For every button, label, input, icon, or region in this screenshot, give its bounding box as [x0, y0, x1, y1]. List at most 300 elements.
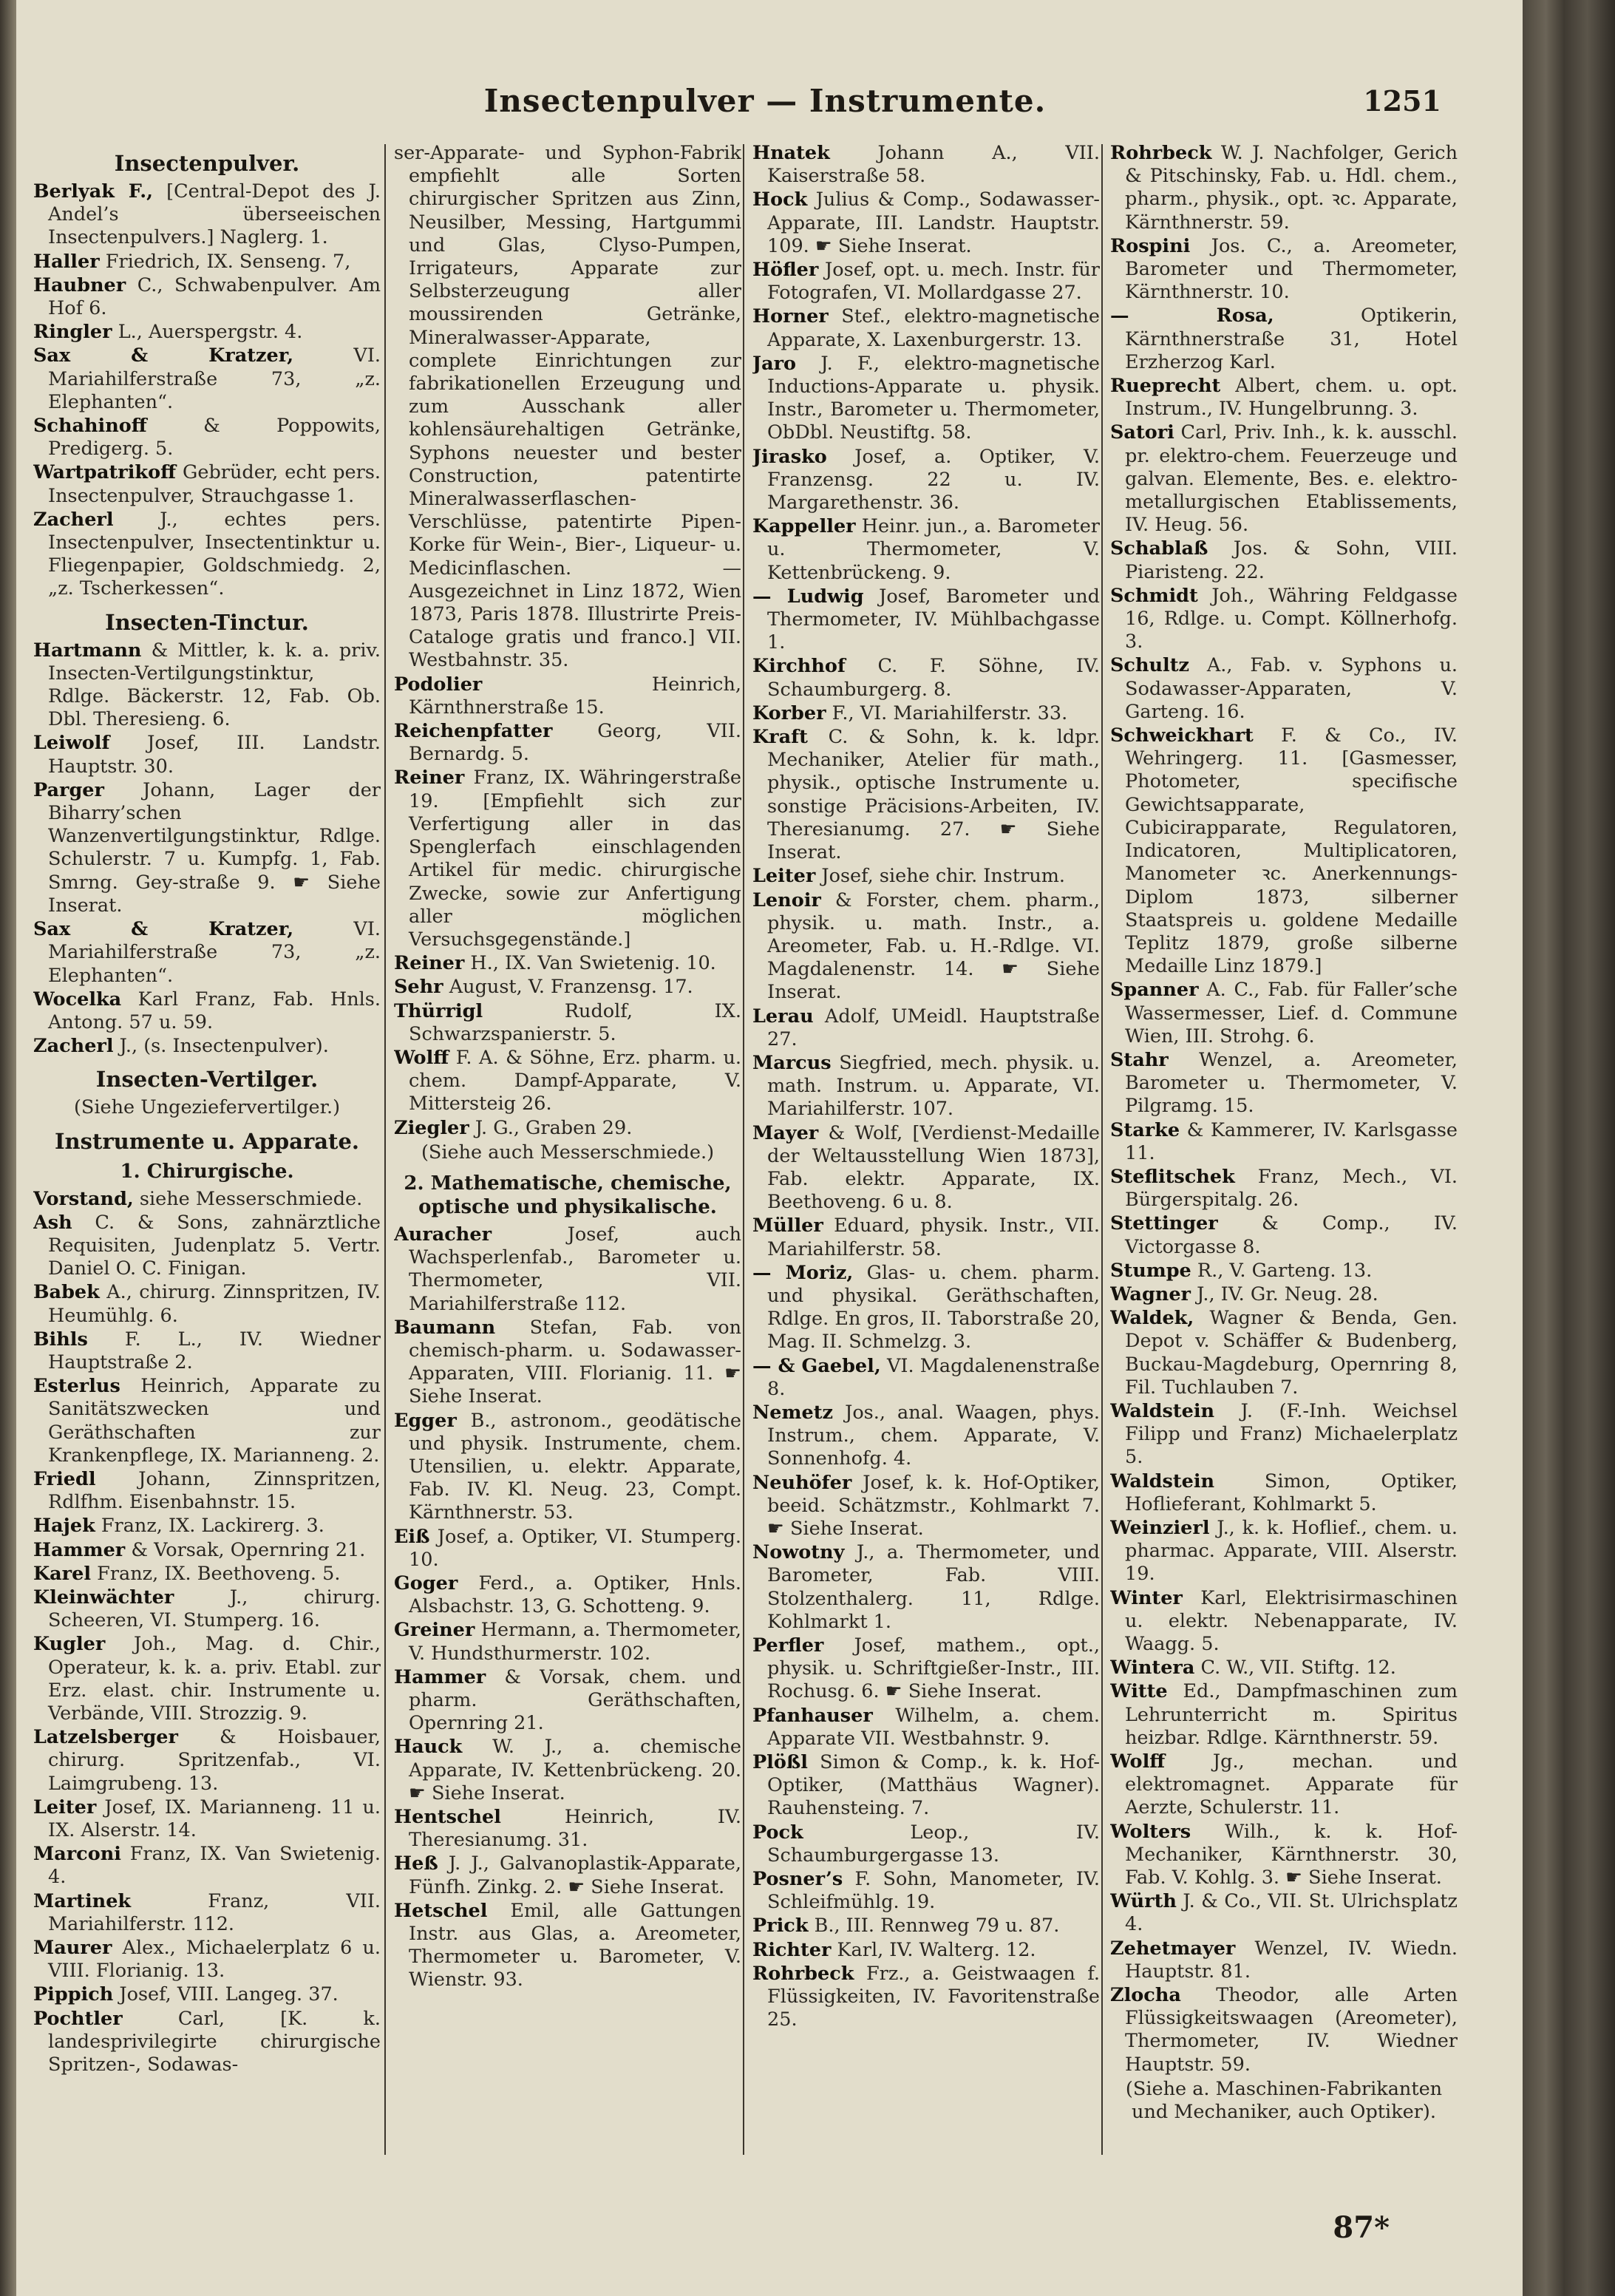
column-rule: [743, 144, 744, 2155]
entry-name: Jaro: [752, 352, 797, 375]
entry-name: Leiwolf: [33, 732, 110, 755]
directory-entry: [752, 353, 1100, 445]
entry-details: Wenzel, IV. Wiedn. Hauptstr. 81.: [1125, 1937, 1458, 1983]
entry-name: Martinek: [33, 1889, 132, 1912]
entry-name: Auracher: [394, 1223, 492, 1246]
entry-name: Pock: [752, 1821, 803, 1844]
entry-details: Albert, chem. u. opt. Instrum., IV. Hungelbrunng. 3.: [1125, 375, 1458, 421]
entry-name: Plößl: [752, 1751, 808, 1774]
directory-entry: [33, 509, 381, 601]
entry-name: Sax & Kratzer,: [33, 344, 294, 367]
entry-details: & Vorsak, Opernring 21.: [131, 1538, 366, 1561]
entry-name: Latzelsberger: [33, 1726, 178, 1749]
directory-entry: [33, 1515, 381, 1538]
entry-details: F. Sohn, Manometer, IV. Schleifmühlg. 19.: [767, 1868, 1100, 1914]
entry-details: Josef, mathem., opt., physik. u. Schriftgießer-Instr., III. Rochusg. 6. ☛ Siehe Inserat.: [767, 1634, 1100, 1703]
entry-details: Josef, III. Landstr. Hauptstr. 30.: [48, 732, 381, 778]
page-header: [30, 83, 1500, 127]
directory-entry: [33, 1328, 381, 1374]
entry-name: Leiter: [33, 1796, 97, 1818]
entry-name: Greiner: [394, 1619, 475, 1642]
directory-entry: [1110, 142, 1458, 234]
directory-entry: [33, 918, 381, 988]
entry-name: Wolff: [394, 1046, 449, 1069]
entry-name: Egger: [394, 1409, 457, 1432]
directory-entry: [394, 952, 741, 975]
directory-entry: [33, 1563, 381, 1586]
directory-entry: [394, 1736, 741, 1805]
entry-name: Korber: [752, 702, 826, 724]
entry-details: W. J. Nachfolger, Gerich & Pitschinsky, Fab. u. Hdl. chem., pharm., physik., opt. ꝛc. Apparate, Kärnthnerstr. 59.: [1125, 142, 1458, 234]
entry-details: J., a. Thermometer, und Barometer, Fab. VIII. Stolzenthalerg. 11, Rdlge. Kohlmarkt 1.: [767, 1541, 1100, 1633]
section-heading: Insectenpulver.: [114, 151, 300, 176]
entry-name: Reichenpfatter: [394, 720, 553, 743]
entry-details: C., Schwabenpulver. Am Hof 6.: [48, 274, 381, 320]
entry-details: & Forster, chem. pharm., physik. u. math. Instr., a. Areometer, Fab. u. H.-Rdlge. VI. Magdalenenstr. 14. ☛ Siehe Inserat.: [767, 889, 1100, 1004]
entry-name: Kugler: [33, 1633, 106, 1656]
entry-details: J. J., Galvanoplastik-Apparate, Fünfh. Zinkg. 2. ☛ Siehe Inserat.: [409, 1852, 741, 1898]
entry-name: Hnatek: [752, 142, 830, 164]
directory-entry: [33, 461, 381, 507]
entry-details: & Mittler, k. k. a. priv. Insecten-Vertilgungstinktur, Rdlge. Bäckerstr. 12, Fab. Ob. Dbl. Theresieng. 6.: [48, 639, 381, 731]
directory-entry: [752, 1821, 1100, 1867]
entry-name: Wolff: [1110, 1750, 1166, 1773]
entry-name: Zlocha: [1110, 1984, 1181, 2007]
directory-entry: [1110, 1984, 1458, 2076]
entry-name: Goger: [394, 1572, 458, 1594]
directory-entry: [752, 1005, 1100, 1051]
entry-name: Maurer: [33, 1937, 112, 1960]
directory-entry: [752, 1052, 1100, 1121]
entry-details: Carl, [K. k. landesprivilegirte chirurgische Spritzen-, Sodawas-: [48, 2007, 381, 2076]
directory-entry: [33, 180, 381, 250]
entry-name: Steflitschek: [1110, 1165, 1235, 1188]
entry-details: C. F. Söhne, IV. Schaumburgerg. 8.: [767, 655, 1100, 701]
directory-entry: [33, 1633, 381, 1725]
entry-name: Parger: [33, 778, 104, 801]
entry-name: Marconi: [33, 1843, 121, 1866]
entry-details: Karl, Elektrisirmaschinen u. elektr. Nebenapparate, IV. Waagg. 5.: [1125, 1586, 1458, 1655]
directory-entry: [394, 1000, 741, 1046]
directory-entry: [752, 446, 1100, 515]
directory-entry: [33, 1843, 381, 1889]
entry-details: Jg., mechan. und elektromagnet. Apparate für Aerzte, Schulerstr. 11.: [1125, 1750, 1458, 1819]
entry-name: Prick: [752, 1915, 809, 1937]
entry-name: Friedl: [33, 1467, 96, 1490]
directory-entry: [394, 1410, 741, 1525]
entry-details: J., chirurg. Scheeren, VI. Stumperg. 16.: [48, 1586, 381, 1632]
entry-details: C. & Sohn, k. k. ldpr. Mechaniker, Atelier für math., physik., optische Instrumente u. sonstige Präcisions-Arbeiten, IV. Theresianumg. 27. ☛ Siehe Inserat.: [767, 726, 1100, 864]
entry-name: Leiter: [752, 865, 816, 888]
directory-entry: [33, 1468, 381, 1514]
entry-details: Carl, Priv. Inh., k. k. ausschl. pr. elektro-chem. Feuerzeuge und galvan. Elemente, Bes. e. elektro-metallurgischen Etablissements, IV. Heug. 56.: [1125, 421, 1458, 537]
directory-entry: [752, 1868, 1100, 1914]
entry-name: Jirasko: [752, 445, 827, 468]
directory-entry: [33, 1281, 381, 1327]
column-4: [1110, 142, 1458, 2271]
entry-name: Witte: [1110, 1680, 1168, 1703]
entry-name: Hartmann: [33, 639, 142, 662]
directory-entry: [1110, 654, 1458, 724]
directory-entry: [1110, 1119, 1458, 1165]
directory-entry: [394, 1619, 741, 1665]
entry-name: Podolier: [394, 673, 483, 696]
cross-reference-note: (Siehe a. Maschinen-Fabrikanten und Mechaniker, auch Optiker).: [1125, 2077, 1443, 2124]
directory-entry: [1110, 1283, 1458, 1306]
entry-name: Müller: [752, 1215, 823, 1237]
entry-details: Gebrüder, echt pers. Insectenpulver, Strauchgasse 1.: [48, 461, 381, 507]
directory-entry: [33, 988, 381, 1034]
directory-entry: [752, 1215, 1100, 1260]
directory-entry: [752, 1634, 1100, 1704]
directory-entry: [752, 259, 1100, 305]
entry-name: Zehetmayer: [1110, 1937, 1236, 1960]
signature-mark: 87*: [1333, 2210, 1390, 2245]
entry-name: Hajek: [33, 1515, 95, 1538]
entry-details: Emil, alle Gattungen Instr. aus Glas, a. Areometer, Thermometer u. Barometer, V. Wienstr. 93.: [409, 1899, 741, 1991]
directory-entry: [33, 639, 381, 732]
entry-details: Jos. & Sohn, VIII. Piaristeng. 22.: [1125, 537, 1458, 583]
entry-name: Lenoir: [752, 889, 821, 911]
directory-entry: [33, 1212, 381, 1281]
entry-name: Kleinwächter: [33, 1586, 174, 1609]
entry-name: Pfanhauser: [752, 1704, 873, 1727]
entry-name: Satori: [1110, 421, 1174, 444]
entry-name: Starke: [1110, 1118, 1180, 1141]
column-1: [33, 142, 381, 2271]
entry-details: Friedrich, IX. Senseng. 7,: [105, 250, 351, 273]
entry-details: & Poppowits, Predigerg. 5.: [48, 415, 381, 461]
entry-name: Hammer: [33, 1538, 126, 1561]
entry-details: Josef, Barometer und Thermometer, IV. Mühlbachgasse 1.: [767, 585, 1100, 654]
entry-name: — Rosa,: [1110, 305, 1274, 327]
entry-name: Rospini: [1110, 234, 1191, 257]
directory-entry: [752, 1939, 1100, 1962]
entry-details: Georg, VII. Bernardg. 5.: [409, 720, 741, 766]
entry-name: Nemetz: [752, 1401, 833, 1424]
entry-details: Wenzel, a. Areometer, Barometer u. Thermometer, V. Pilgramg. 15.: [1125, 1048, 1458, 1118]
entry-name: Wartpatrikoff: [33, 461, 177, 484]
page-number: 1251: [1363, 84, 1441, 118]
entry-details: Wilh., k. k. Hof-Mechaniker, Kärnthnerstr. 30, Fab. V. Kohlg. 3. ☛ Siehe Inserat.: [1125, 1820, 1458, 1889]
entry-details: R., V. Garteng. 13.: [1197, 1259, 1373, 1282]
directory-entry: [394, 1852, 741, 1898]
directory-entry: [394, 1666, 741, 1736]
entry-details: Josef, siehe chir. Instrum.: [821, 865, 1066, 888]
entry-name: Schweickhart: [1110, 724, 1254, 747]
entry-name: Stahr: [1110, 1048, 1169, 1071]
directory-entry: [33, 415, 381, 461]
entry-details: Franz, VII. Mariahilferstr. 112.: [48, 1889, 381, 1935]
entry-details: Heinr. jun., a. Barometer u. Thermometer, V. Kettenbrückeng. 9.: [767, 515, 1100, 584]
entry-details: Joh., Mag. d. Chir., Operateur, k. k. a. priv. Etabl. zur Erz. elast. chir. Instrumente u. Verbände, VIII. Strozzig. 9.: [48, 1633, 381, 1725]
entry-details: F., VI. Mariahilferstr. 33.: [832, 702, 1068, 724]
subsection-heading: 1. Chirurgische.: [120, 1160, 294, 1183]
entry-details: [Central-Depot des J. Andel’s überseeischen Insectenpulvers.] Naglerg. 1.: [48, 180, 381, 249]
entry-name: Hauck: [394, 1736, 463, 1759]
section-heading: Instrumente u. Apparate.: [54, 1128, 360, 1154]
entry-name: Nowotny: [752, 1541, 845, 1564]
entry-name: Schahinoff: [33, 415, 147, 438]
entry-details: Stef., elektro-magnetische Apparate, X. Laxenburgerstr. 13.: [767, 305, 1100, 351]
entry-name: Hentschel: [394, 1806, 501, 1829]
directory-entry: [1110, 1937, 1458, 1983]
entry-name: Waldstein: [1110, 1399, 1215, 1422]
entry-name: Winter: [1110, 1586, 1183, 1609]
entry-details: VI. Mariahilferstraße 73, „z. Elephanten“.: [48, 344, 381, 413]
directory-entry: [752, 889, 1100, 1005]
entry-details: Josef, IX. Marianneng. 11 u. IX. Alserstr. 14.: [48, 1796, 381, 1841]
entry-details: J., (s. Insectenpulver).: [119, 1035, 329, 1058]
entry-name: Wolters: [1110, 1820, 1191, 1843]
entry-details: L., Auerspergstr. 4.: [118, 321, 303, 344]
entry-details: Wagner & Benda, Gen. Depot v. Schäffer & Budenberg, Buckau-Magdeburg, Opernring 8, Fil. Tuchlauben 7.: [1125, 1307, 1458, 1399]
entry-name: Kappeller: [752, 515, 856, 538]
entry-details: Josef, auch Wachsperlenfab., Barometer u. Thermometer, VII. Mariahilferstraße 112.: [409, 1223, 741, 1315]
entry-name: Reiner: [394, 952, 465, 975]
directory-entry: [394, 1900, 741, 1992]
entry-details: B., III. Rennweg 79 u. 87.: [814, 1915, 1060, 1937]
directory-entry: [752, 142, 1100, 188]
directory-entry: [1110, 585, 1458, 654]
section-heading: Insecten-Tinctur.: [105, 609, 309, 635]
directory-entry: [1110, 537, 1458, 583]
entry-name: Kraft: [752, 726, 808, 749]
directory-entry: [33, 251, 381, 274]
directory-entry: [394, 1317, 741, 1409]
entry-name: Posner’s: [752, 1868, 843, 1891]
entry-details: A., Fab. v. Syphons u. Sodawasser-Apparaten, V. Garteng. 16.: [1125, 654, 1458, 723]
entry-details: Franz, IX. Lackirerg. 3.: [101, 1515, 324, 1538]
directory-entry: [33, 274, 381, 320]
column-rule: [1101, 144, 1103, 2155]
entry-details: Frz., a. Geistwaagen f. Flüssigkeiten, IV. Favoritenstraße 25.: [767, 1962, 1100, 2031]
directory-entry: [394, 1806, 741, 1852]
entry-details: Karl, IV. Walterg. 12.: [837, 1938, 1036, 1961]
entry-details: B., astronom., geodätische und physik. Instrumente, chem. Utensilien, u. elektr. Apparate, Fab. IV. Kl. Neug. 23, Compt. Kärnthnerstr. 53.: [409, 1409, 741, 1524]
entry-details: Josef, a. Optiker, VI. Stumperg. 10.: [409, 1525, 741, 1571]
entry-details: H., IX. Van Swietenig. 10.: [470, 952, 716, 975]
entry-details: F. A. & Söhne, Erz. pharm. u. chem. Dampf-Apparate, V. Mittersteig 26.: [409, 1046, 741, 1115]
entry-name: Kirchhof: [752, 655, 846, 678]
entry-name: Horner: [752, 305, 829, 328]
directory-entry: [752, 702, 1100, 725]
directory-entry: [752, 585, 1100, 655]
directory-entry: [1110, 1890, 1458, 1936]
entry-name: Lerau: [752, 1005, 814, 1028]
entry-details: Adolf, UMeidl. Hauptstraße 27.: [767, 1005, 1100, 1050]
entry-details: F. L., IV. Wiedner Hauptstraße 2.: [48, 1328, 381, 1373]
entry-name: Pochtler: [33, 2007, 123, 2030]
entry-details: Karl Franz, Fab. Hnls. Antong. 57 u. 59.: [48, 988, 381, 1033]
column-2: [394, 142, 741, 2271]
entry-name: Wagner: [1110, 1283, 1191, 1305]
entry-name: — & Gaebel,: [752, 1354, 881, 1377]
entry-name: Zacherl: [33, 508, 114, 531]
directory-entry: [33, 344, 381, 414]
entry-details: W. J., a. chemische Apparate, IV. Kettenbrückeng. 20. ☛ Siehe Inserat.: [409, 1736, 741, 1804]
entry-details: Jos. C., a. Areometer, Barometer und Thermometer, Kärnthnerstr. 10.: [1125, 234, 1458, 304]
directory-entry: [1110, 1470, 1458, 1516]
entry-details: A., chirurg. Zinnspritzen, IV. Heumühlg. 6.: [48, 1281, 381, 1327]
entry-details: Johann, Lager der Biharry’schen Wanzenvertilgungstinktur, Rdlge. Schulerstr. 7 u. Kumpfg. 1, Fab. Smrng. Gey-straße 9. ☛ Siehe Inserat.: [48, 778, 381, 917]
directory-entry: [33, 779, 381, 917]
entry-details: Josef, opt. u. mech. Instr. für Fotografen, VI. Mollardgasse 27.: [767, 259, 1100, 305]
entry-name: Bihls: [33, 1328, 88, 1351]
entry-details: Franz, IX. Währingerstraße 19. [Empfiehlt sich zur Verfertigung aller in das Spenglerfach einschlagenden Artikel für medic. chirurgische Zwecke, sowie zur Anfertigung aller möglichen Versuchsgegenstände.]: [409, 767, 741, 951]
entry-details: Josef, VIII. Langeg. 37.: [119, 1983, 339, 2006]
entry-details: Joh., Währing Feldgasse 16, Rdlge. u. Compt. Köllnerhofg. 3.: [1125, 584, 1458, 653]
entry-name: Wocelka: [33, 988, 122, 1011]
entry-details: Jos., anal. Waagen, phys. Instrum., chem. Apparate, V. Sonnenhofg. 4.: [767, 1401, 1100, 1470]
directory-entry: [33, 1188, 381, 1211]
running-head: Insectenpulver — Instrumente.: [483, 83, 1047, 119]
entry-name: Waldek,: [1110, 1307, 1194, 1330]
entry-details: Julius & Comp., Sodawasser-Apparate, III. Landstr. Hauptstr. 109. ☛ Siehe Inserat.: [767, 188, 1100, 257]
directory-entry: [752, 1963, 1100, 2032]
entry-name: Sax & Kratzer,: [33, 918, 294, 941]
column-rule: [384, 144, 386, 2155]
entry-name: Zacherl: [33, 1035, 114, 1058]
entry-name: Esterlus: [33, 1375, 120, 1398]
directory-entry: [33, 1796, 381, 1842]
entry-name: Hetschel: [394, 1899, 488, 1922]
entry-details: Heinrich, Kärnthnerstraße 15.: [409, 673, 741, 719]
entry-details: J. G., Graben 29.: [475, 1116, 633, 1139]
directory-entry: [1110, 1049, 1458, 1118]
directory-entry: [1110, 1260, 1458, 1283]
entry-details: siehe Messerschmiede.: [139, 1187, 363, 1210]
entry-details: August, V. Franzensg. 17.: [449, 976, 693, 999]
cross-reference-note: (Siehe auch Messerschmiede.): [421, 1141, 715, 1164]
entry-name: — Ludwig: [752, 585, 864, 608]
entry-details: Johann, Zinnspritzen, Rdlfhm. Eisenbahnstr. 15.: [48, 1467, 381, 1514]
directory-entry: [394, 1572, 741, 1618]
section-heading: Insecten-Vertilger.: [95, 1067, 319, 1093]
directory-entry: [1110, 1212, 1458, 1258]
entry-name: Perfler: [752, 1634, 824, 1657]
entry-name: Stumpe: [1110, 1259, 1191, 1282]
entry-details: Theodor, alle Arten Flüssigkeitswaagen (Areometer), Thermometer, IV. Wiedner Hauptstr. 59.: [1125, 1984, 1458, 2076]
directory-entry: [1110, 979, 1458, 1048]
directory-entry: [394, 1117, 741, 1140]
entry-details: Eduard, physik. Instr., VII. Mariahilferstr. 58.: [767, 1215, 1100, 1260]
directory-entry: [752, 1355, 1100, 1401]
entry-details: Simon & Comp., k. k. Hof-Optiker, (Matthäus Wagner). Rauhensteing. 7.: [767, 1751, 1100, 1820]
entry-name: Schmidt: [1110, 584, 1198, 607]
entry-details: & Kammerer, IV. Karlsgasse 11.: [1125, 1118, 1458, 1164]
directory-entry: [1110, 724, 1458, 978]
subsection-heading: 2. Mathematische, chemische, optische und physikalische.: [404, 1172, 732, 1218]
entry-name: Höfler: [752, 259, 819, 282]
entry-details: Franz, IX. Beethoveng. 5.: [97, 1562, 341, 1585]
directory-entry: [752, 1751, 1100, 1821]
directory-entry: [1110, 235, 1458, 305]
entry-name: Babek: [33, 1281, 100, 1304]
entry-name: Ziegler: [394, 1116, 469, 1139]
entry-name: Marcus: [752, 1051, 832, 1074]
directory-entry: [1110, 1821, 1458, 1890]
directory-entry: [752, 655, 1100, 701]
directory-entry: [1110, 375, 1458, 421]
entry-details: & Vorsak, chem. und pharm. Geräthschaften, Opernring 21.: [409, 1665, 741, 1735]
entry-name: Reiner: [394, 767, 465, 789]
entry-details: ser-Apparate- und Syphon-Fabrik empfiehlt alle Sorten chirurgischer Spritzen aus Zinn, Neusilber, Messing, Hartgummi und Glas, Clyso-Pumpen, Irrigateurs, Apparate zur Selbsterzeugung aller moussirenden Getränke, Mineralwasser-Apparate, complete Einrichtungen zur fabrikationellen Erzeugung und zum Ausschank aller kohlensäurehaltigen Getränke, Syphons neuester und bester Construction, patentirte Mineralwasserflaschen-Verschlüsse, patentirte Pipen-Korke für Wein-, Bier-, Liqueur- u. Medicinflaschen. — Ausgezeichnet in Linz 1872, Wien 1873, Paris 1878. Illustrirte Preis-Cataloge gratis und franco.] VII. Westbahnstr. 35.: [394, 142, 741, 672]
directory-entry: [1110, 1657, 1458, 1679]
entry-name: Thürrigl: [394, 999, 483, 1022]
entry-details: Hermann, a. Thermometer, V. Hundsthurmerstr. 102.: [409, 1619, 741, 1665]
entry-name: Rohrbeck: [1110, 142, 1212, 164]
entry-details: Wilhelm, a. chem. Apparate VII. Westbahnstr. 9.: [767, 1704, 1100, 1750]
entry-name: Baumann: [394, 1316, 496, 1339]
entry-name: Schablaß: [1110, 537, 1208, 560]
entry-details: Optikerin, Kärnthnerstraße 31, Hotel Erzherzog Karl.: [1125, 305, 1458, 373]
entry-details: Franz, IX. Van Swietenig. 4.: [48, 1843, 381, 1889]
book-gutter: [0, 0, 16, 2296]
entry-name: Wintera: [1110, 1657, 1195, 1679]
directory-entry: [33, 321, 381, 344]
entry-details: J., IV. Gr. Neug. 28.: [1197, 1283, 1378, 1305]
directory-entry: [1110, 1400, 1458, 1470]
directory-entry: [1110, 1680, 1458, 1750]
directory-entry: [394, 673, 741, 719]
directory-entry: [394, 976, 741, 999]
entry-details: Simon, Optiker, Hoflieferant, Kohlmarkt 5.: [1125, 1470, 1458, 1515]
entry-details: & Comp., IV. Victorgasse 8.: [1125, 1212, 1458, 1258]
entry-details: Siegfried, mech. physik. u. math. Instrum. u. Apparate, VI. Mariahilferstr. 107.: [767, 1051, 1100, 1121]
directory-entry: [394, 142, 741, 673]
entry-details: Heinrich, Apparate zu Sanitätszwecken und Geräthschaften zur Krankenpflege, IX. Marianneng. 2.: [48, 1375, 381, 1467]
directory-entry: [33, 1539, 381, 1562]
directory-entry: [33, 1890, 381, 1936]
directory-entry: [394, 767, 741, 951]
entry-name: Neuhöfer: [752, 1471, 852, 1494]
entry-details: & Wolf, [Verdienst-Medaille der Weltausstellung Wien 1873], Fab. elektr. Apparate, IX. Beethoveng. 6 u. 8.: [767, 1121, 1100, 1214]
entry-details: J., echtes pers. Insectenpulver, Insectentinktur u. Fliegenpapier, Goldschmiedg. 2, „z. Tscherkessen“.: [48, 508, 381, 600]
directory-entry: [33, 732, 381, 778]
entry-details: Johann A., VII. Kaiserstraße 58.: [767, 142, 1100, 188]
page-edges: [1523, 0, 1615, 2296]
cross-reference-note: (Siehe Ungeziefervertilger.): [73, 1096, 341, 1119]
directory-entry: [1110, 305, 1458, 374]
directory-entry: [752, 1122, 1100, 1215]
directory-entry: [1110, 1587, 1458, 1657]
directory-entry: [752, 188, 1100, 258]
entry-name: Hock: [752, 188, 808, 211]
directory-entry: [33, 1035, 381, 1058]
entry-name: Hammer: [394, 1665, 486, 1688]
entry-details: Josef, a. Optiker, V. Franzensg. 22 u. IV. Margarethenstr. 36.: [767, 445, 1100, 514]
directory-entry: [33, 1937, 381, 1983]
entry-details: Ferd., a. Optiker, Hnls. Alsbachstr. 13, G. Schotteng. 9.: [409, 1572, 741, 1618]
entry-name: Heß: [394, 1852, 438, 1875]
entry-details: C. W., VII. Stiftg. 12.: [1200, 1657, 1396, 1679]
directory-entry: [1110, 1517, 1458, 1586]
entry-name: Vorstand,: [33, 1187, 134, 1210]
column-3: [752, 142, 1100, 2271]
directory-entry: [33, 1726, 381, 1796]
entry-details: Rudolf, IX. Schwarzspanierstr. 5.: [409, 999, 741, 1045]
entry-name: Mayer: [752, 1121, 819, 1144]
directory-entry: [1110, 1166, 1458, 1212]
entry-details: VI. Mariahilferstraße 73, „z. Elephanten“.: [48, 918, 381, 987]
directory-entry: [394, 1526, 741, 1572]
directory-entry: [752, 305, 1100, 351]
entry-details: Heinrich, IV. Theresianumg. 31.: [409, 1806, 741, 1852]
entry-details: J. & Co., VII. St. Ulrichsplatz 4.: [1125, 1890, 1458, 1936]
entry-name: Stettinger: [1110, 1212, 1218, 1235]
entry-name: Spanner: [1110, 979, 1199, 1002]
